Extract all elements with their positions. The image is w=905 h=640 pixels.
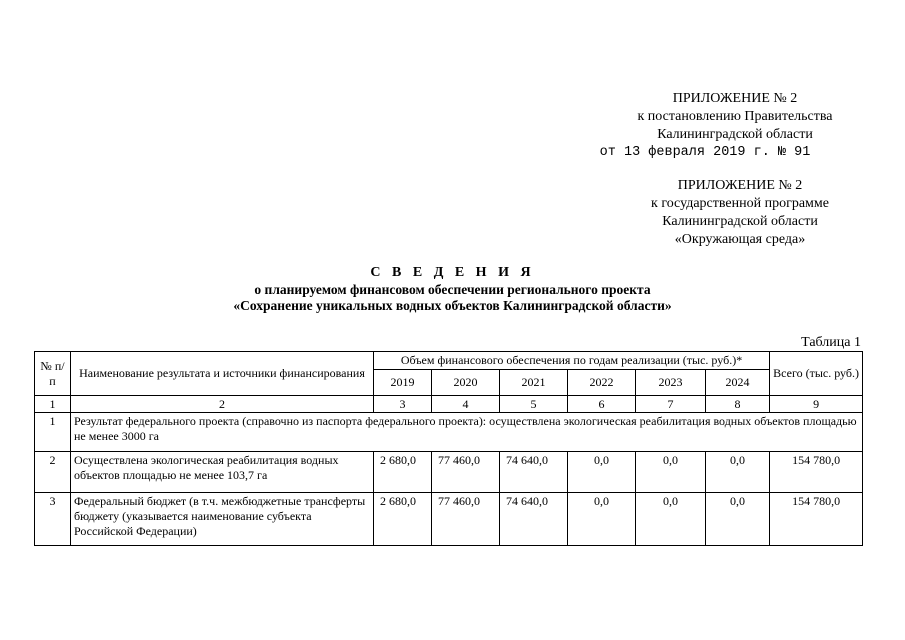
row-num: 3 (35, 493, 71, 546)
row-value-2023: 0,0 (636, 452, 706, 493)
appendix-header-program (625, 177, 855, 249)
row-value-2019: 2 680,0 (374, 452, 432, 493)
column-number: 4 (432, 396, 500, 413)
column-number: 2 (71, 396, 374, 413)
appendix-program-name: «Окружающая среда» (674, 232, 806, 247)
row-value-2021: 74 640,0 (500, 452, 568, 493)
header-year: 2019 (374, 370, 432, 396)
row-value-2019: 2 680,0 (374, 493, 432, 546)
title-heading: С В Е Д Е Н И Я (370, 265, 535, 280)
appendix-subtitle: к государственной программе (651, 196, 829, 211)
header-funding-group: Объем финансового обеспечения по годам реализации (тыс. руб.)* (374, 352, 770, 370)
row-value-2022: 0,0 (568, 493, 636, 546)
row-value-2022: 0,0 (568, 452, 636, 493)
column-number: 1 (35, 396, 71, 413)
header-year: 2022 (568, 370, 636, 396)
row-value-2023: 0,0 (636, 493, 706, 546)
row-name: Федеральный бюджет (в т.ч. межбюджетные трансферты бюджету (указывается наименование субъекта Российской Федерации) (71, 493, 374, 546)
header-total: Всего (тыс. руб.) (770, 352, 863, 396)
appendix-subtitle: к постановлению Правительства (637, 109, 833, 124)
column-number: 5 (500, 396, 568, 413)
title-project-name: «Сохранение уникальных водных объектов Калининградской области» (233, 298, 672, 313)
column-number: 9 (770, 396, 863, 413)
header-year: 2024 (706, 370, 770, 396)
appendix-date: от 13 февраля 2019 г. № 91 (599, 145, 811, 160)
column-number: 3 (374, 396, 432, 413)
row-num: 2 (35, 452, 71, 493)
column-number: 7 (636, 396, 706, 413)
appendix-title: ПРИЛОЖЕНИЕ № 2 (677, 178, 803, 193)
row-value-2020: 77 460,0 (432, 452, 500, 493)
column-number: 8 (706, 396, 770, 413)
appendix-region: Калининградской области (657, 127, 813, 142)
header-num: № п/п (35, 352, 71, 396)
table-row (35, 413, 863, 452)
header-year: 2021 (500, 370, 568, 396)
table-row (35, 452, 863, 493)
row-total: 154 780,0 (770, 452, 863, 493)
header-name: Наименование результата и источники финансирования (71, 352, 374, 396)
table-label: Таблица 1 (801, 335, 861, 350)
title-subheading: о планируемом финансовом обеспечении регионального проекта (254, 282, 651, 297)
header-year: 2023 (636, 370, 706, 396)
appendix-header-resolution (599, 90, 860, 162)
funding-table (34, 351, 863, 546)
row-value-2021: 74 640,0 (500, 493, 568, 546)
column-number: 6 (568, 396, 636, 413)
appendix-title: ПРИЛОЖЕНИЕ № 2 (672, 91, 798, 106)
row-num: 1 (35, 413, 71, 452)
row-value-2024: 0,0 (706, 452, 770, 493)
document-title (0, 264, 905, 314)
table-row (35, 493, 863, 546)
row-result-text: Результат федерального проекта (справочно из паспорта федерального проекта): осуществлена экологическая реабилитация водных объектов площадью не менее 3000 га (71, 413, 863, 452)
row-total: 154 780,0 (770, 493, 863, 546)
row-name: Осуществлена экологическая реабилитация водных объектов площадью не менее 103,7 га (71, 452, 374, 493)
row-value-2020: 77 460,0 (432, 493, 500, 546)
header-year: 2020 (432, 370, 500, 396)
column-number-row (35, 396, 863, 413)
appendix-region: Калининградской области (662, 214, 818, 229)
row-value-2024: 0,0 (706, 493, 770, 546)
